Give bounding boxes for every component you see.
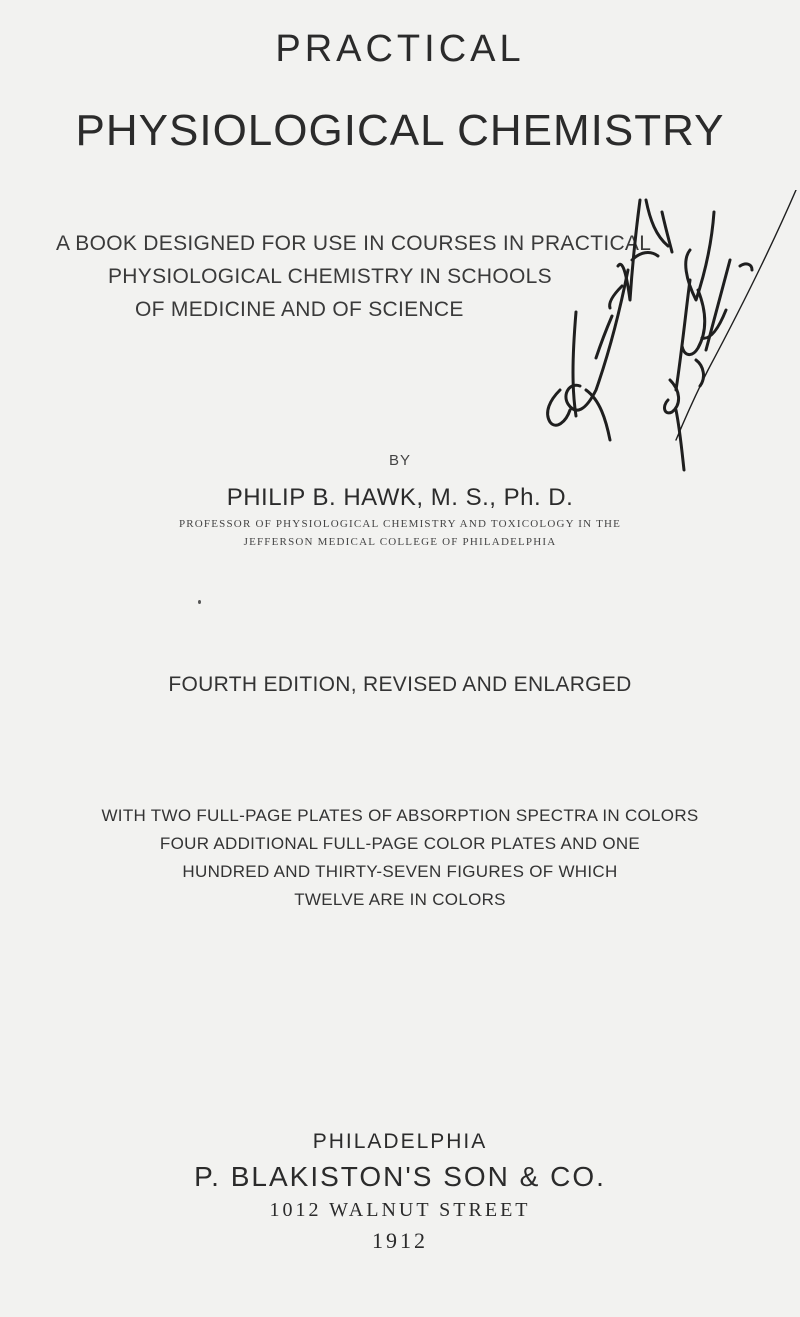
handwritten-signature: [400, 190, 800, 480]
imprint-year: 1912: [372, 1228, 428, 1253]
author-name: PHILIP B. HAWK, M. S., Ph. D.: [226, 484, 574, 511]
imprint-address: 1012 WALNUT STREET: [269, 1199, 531, 1221]
author-affiliation-line-2: JEFFERSON MEDICAL COLLEGE OF PHILADELPHIA: [243, 536, 557, 548]
imprint-city: PHILADELPHIA: [312, 1130, 488, 1153]
ink-speck: [198, 600, 201, 604]
plates-line-4: TWELVE ARE IN COLORS: [294, 890, 506, 909]
imprint-publisher: P. BLAKISTON'S SON & CO.: [194, 1161, 606, 1192]
author-affiliation-line-1: PROFESSOR OF PHYSIOLOGICAL CHEMISTRY AND TOXICOLOGY IN THE: [178, 518, 622, 530]
subtitle-line-2: PHYSIOLOGICAL CHEMISTRY IN SCHOOLS: [108, 265, 552, 288]
byline: BY: [388, 452, 411, 469]
subtitle-line-3: OF MEDICINE AND OF SCIENCE: [135, 298, 464, 321]
plates-line-2: FOUR ADDITIONAL FULL-PAGE COLOR PLATES AND ONE: [159, 834, 641, 853]
subtitle-line-1: A BOOK DESIGNED FOR USE IN COURSES IN PRACTICAL: [56, 232, 652, 255]
title-line-1: PRACTICAL: [275, 28, 525, 70]
title-line-2: PHYSIOLOGICAL CHEMISTRY: [75, 106, 725, 155]
plates-line-1: WITH TWO FULL-PAGE PLATES OF ABSORPTION SPECTRA IN COLORS: [101, 806, 699, 825]
edition-statement: FOURTH EDITION, REVISED AND ENLARGED: [168, 673, 632, 696]
plates-line-3: HUNDRED AND THIRTY-SEVEN FIGURES OF WHICH: [182, 862, 618, 881]
